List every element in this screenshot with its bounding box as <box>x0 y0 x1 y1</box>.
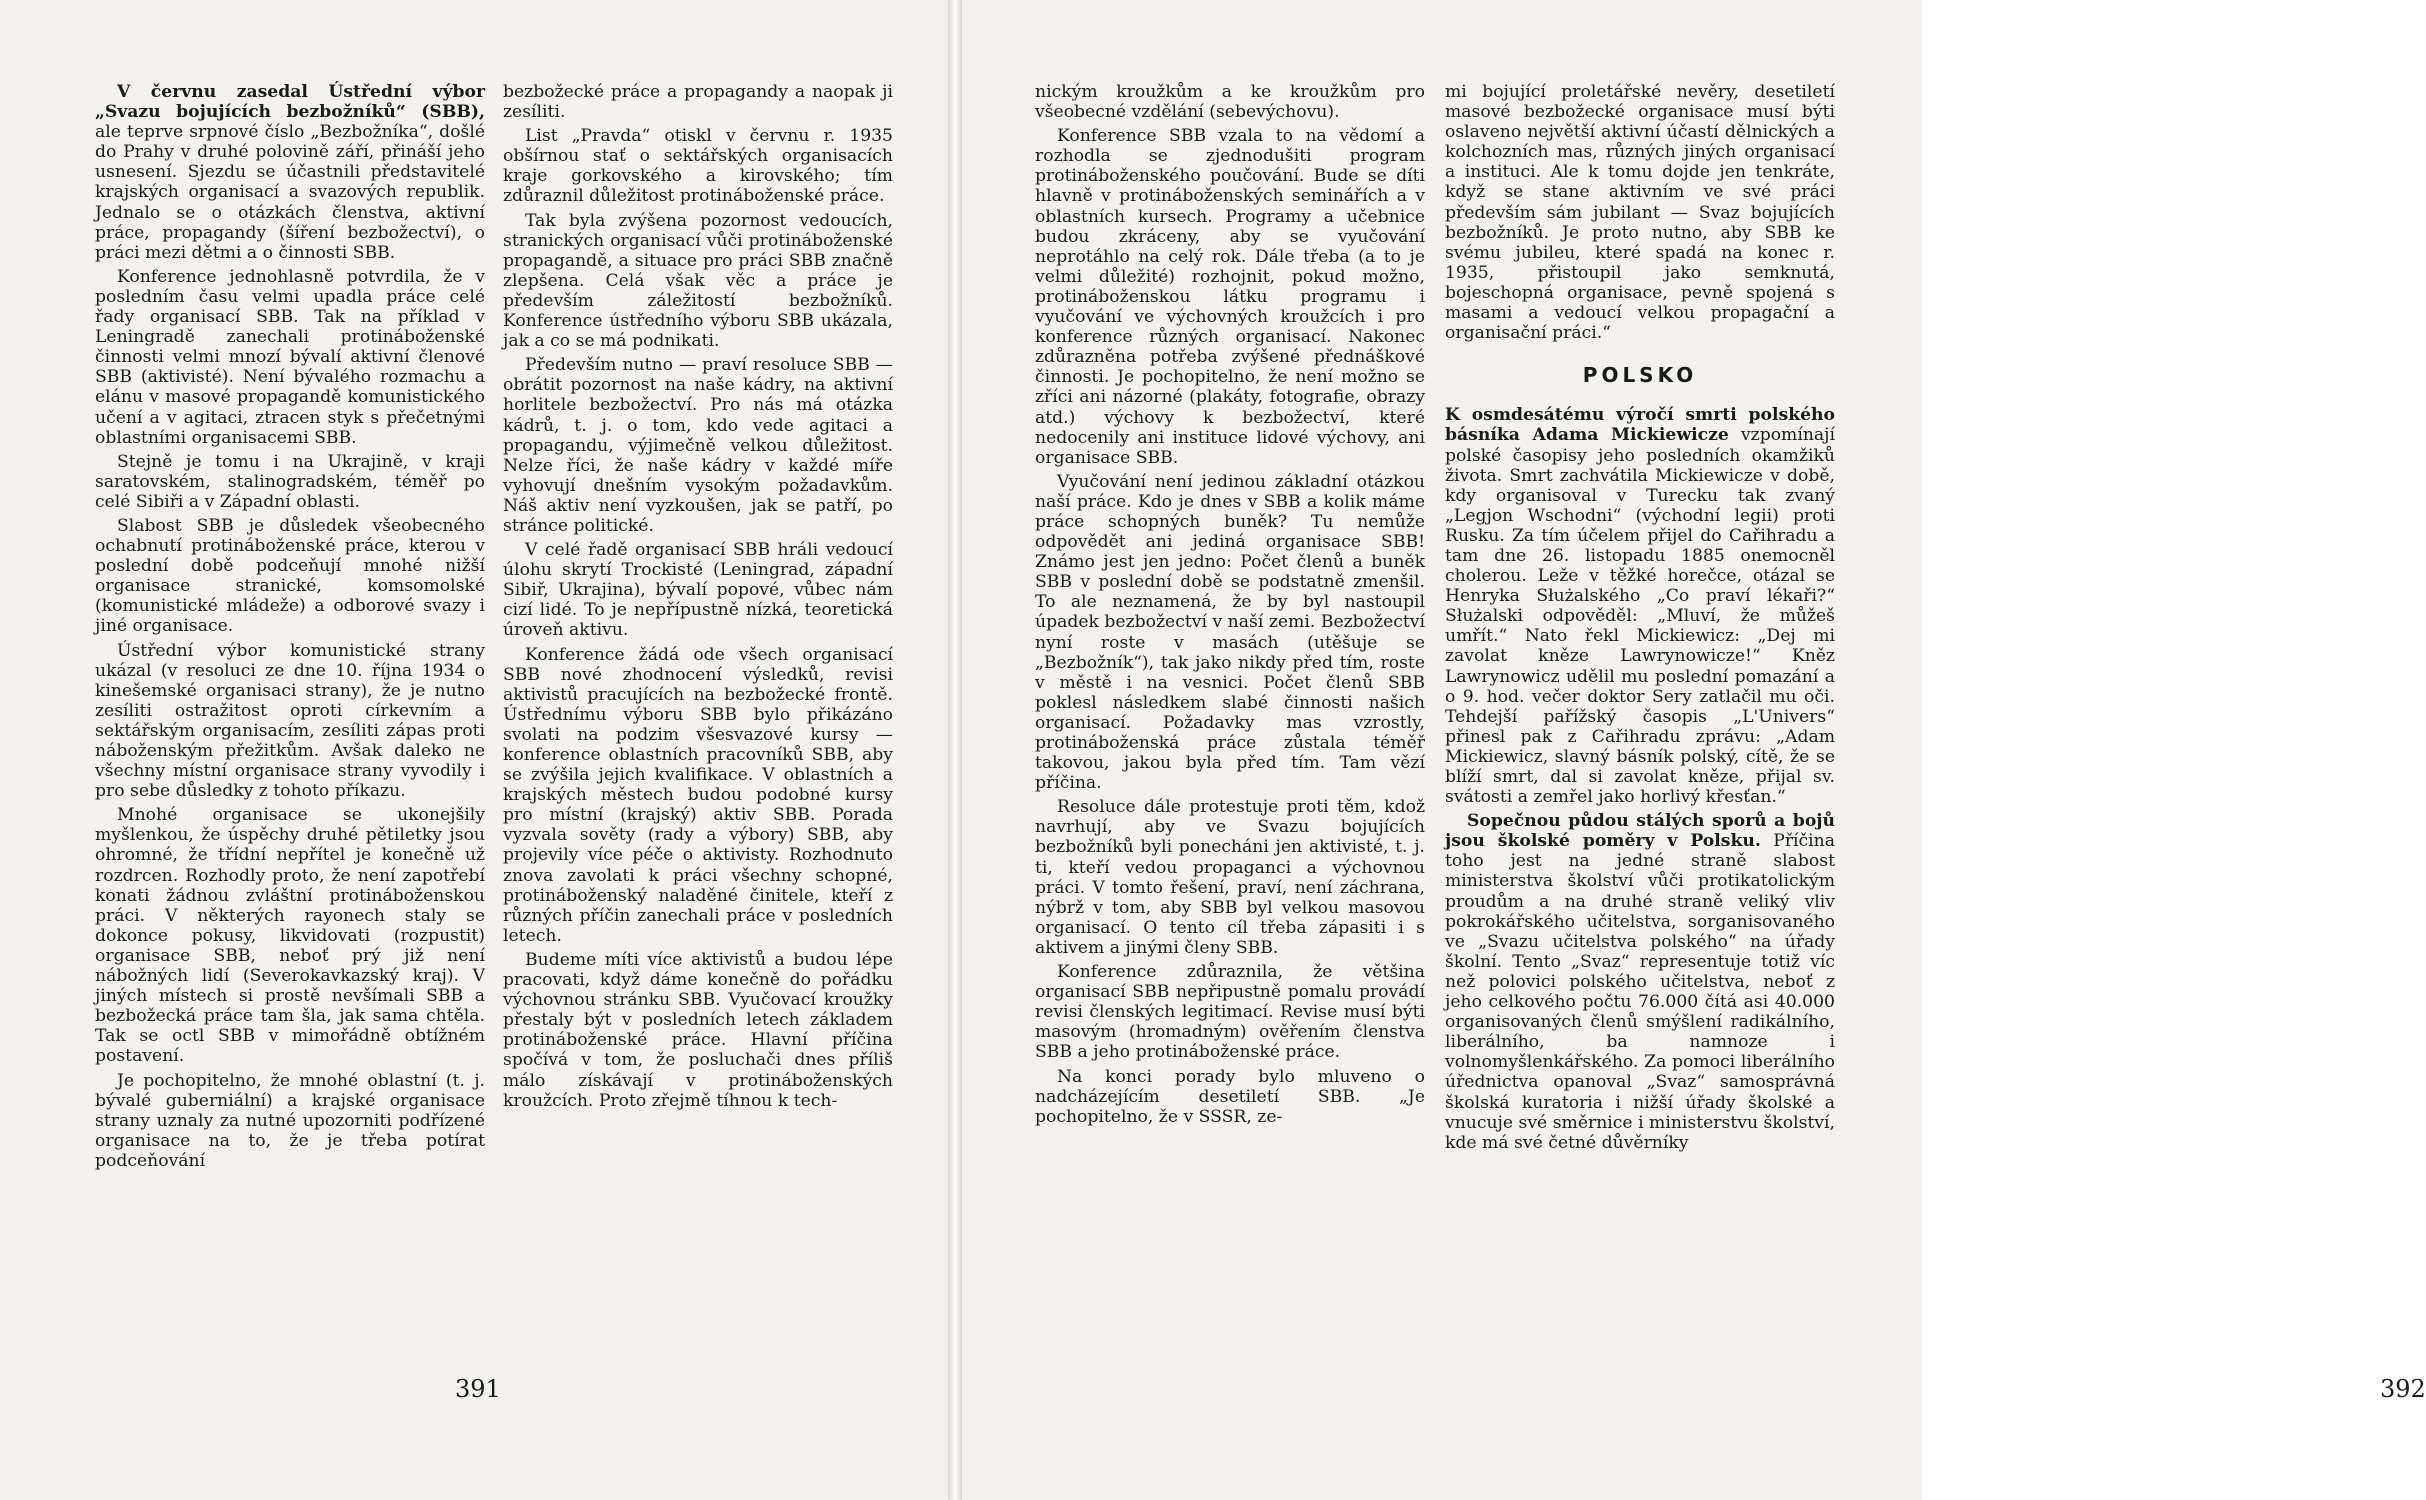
paragraph <box>95 452 485 512</box>
paragraph-lead: V červnu zasedal Ústřední výbor „Svazu bojujících bezbožníků“ (SBB), <box>95 82 485 123</box>
paragraph <box>95 516 485 637</box>
paragraph <box>503 82 893 122</box>
paragraph-text: Především nutno — praví resoluce SBB — obrátit pozornost na naše kádry, na aktivní horlitele bezbožectví. Pro nás má otázka kádrů, t. j. o tom, kdo vede agitaci a propagandu, výjimečně velkou důležitost. Nelze říci, že naše kádry v každé míře vyhovují dnešním vysokým požadavkům. Náš aktiv není vyzkoušen, jak se patří, po stránce politické. <box>503 355 893 536</box>
paragraph <box>95 267 485 448</box>
left-page-column-2 <box>503 82 893 1342</box>
paragraph <box>1445 405 1835 807</box>
paragraph <box>1035 126 1425 468</box>
paragraph-text: vzpomínají polské časopisy jeho posledních okamžiků života. Smrt zachvátila Mickiewicze v době, kdy organisoval v Turecku tak zvaný „Legjon Wschodni“ (východní legii) proti Rusku. Za tím účelem přijel do Cařihradu a tam dne 26. listopadu 1885 onemocněl cholerou. Leže v těžké horečce, otázal se Henryka Służalského „Co praví lékaři?“ Służalski odpověděl: „Mluví, že můžeš umřít.“ Nato řekl Mickiewicz: „Dej mi zavolat kněze Lawrynowicze!“ Kněz Lawrynowicz udělil mu poslední pomazání a o 9. hod. večer doktor Sery zatlačil mu oči. Tehdejší pařížský časopis „L'Univers“ přinesl pak z Cařihradu zprávu: „Adam Mickiewicz, slavný básník polský, cítě, že se blíží smrt, dal si zavolat kněze, přijal sv. svátosti a zemřel jako horlivý křesťan.“ <box>1445 425 1835 808</box>
left-page-column-1 <box>95 82 485 1342</box>
paragraph-text: Tak byla zvýšena pozornost vedoucích, stranických organisací vůči protináboženské propagandě, a situace pro práci SBB značně zlepšena. Celá však věc a práce je především záležitostí bezbožníků. Konference ústředního výboru SBB ukázala, jak a co se má podnikati. <box>503 210 893 352</box>
book-gutter <box>948 0 962 1500</box>
paragraph-text: Ústřední výbor komunistické strany ukázal (v resoluci ze dne 10. října 1934 o kinešemské organisaci strany), že je nutno zesíliti ostražitost oproti církevním a sektářským organisacím, zesíliti zápas proti náboženským přežitkům. Avšak daleko ne všechny místní organisace strany vyvodily i pro sebe důsledky z tohoto příkazu. <box>95 640 485 802</box>
paragraph-text: Na konci porady bylo mluveno o nadcházejícím desetiletí SBB. „Je pochopitelno, že v SSSR, ze- <box>1035 1066 1425 1127</box>
paragraph <box>1445 82 1835 343</box>
paragraph-text: Vyučování není jedinou základní otázkou naší práce. Kdo je dnes v SBB a kolik máme práce schopných buněk? Tu nemůže odpovědět ani jediná organisace SBB! Známo jest jen jedno: Počet členů a buněk SBB v poslední době se podstatně zmenšil. To ale neznamená, že by byl nastoupil úpadek bezbožectví v naší zemi. Bezbožectví nyní roste v masách (utěšuje se „Bezbožník“), tak jako nikdy před tím, roste v městě i na vesnici. Počet členů SBB poklesl následkem slabé činnosti našich organisací. Požadavky mas vzrostly, protináboženská práce zůstala téměř takovou, jakou byla před tím. Tam vězí příčina. <box>1035 471 1425 794</box>
paragraph-text: Slabost SBB je důsledek všeobecného ochabnutí protináboženské práce, kterou v poslední době podceňují mnohé nižší organisace stranické, komsomolské (komunistické mládeže) a odborové svazy i jiné organisace. <box>95 515 485 637</box>
paragraph-text: Konference zdůraznila, že většina organisací SBB nepřipustně pomalu provádí revisi členských legitimací. Revise musí býti masovým (hromadným) ověřením členstva SBB a jeho protináboženské práce. <box>1035 962 1425 1063</box>
column-text-block <box>1445 405 1835 1152</box>
paragraph <box>95 641 485 802</box>
paragraph <box>503 211 893 352</box>
right-page-column-1 <box>1035 82 1425 1342</box>
page-number: 392 <box>2380 1375 2426 1403</box>
paragraph <box>503 355 893 536</box>
right-page-column-2 <box>1445 82 1835 1342</box>
paragraph <box>1035 797 1425 958</box>
column-text-block <box>1445 82 1835 343</box>
paragraph-text: Mnohé organisace se ukonejšily myšlenkou, že úspěchy druhé pětiletky jsou ohromné, že třídní nepřítel je konečně už rozdrcen. Rozhodly proto, že není zapotřebí konati žádnou zvláštní protináboženskou práci. V některých rayonech staly se dokonce pokusy, likvidovati (rozpustit) organisace SBB, neboť prý již není nábožných lidí (Severokavkazský kraj). V jiných místech si prostě nevšímali SBB a bezbožecká práce tam šla, jak sama chtěla. Tak se octl SBB v mimořádně obtížném postavení. <box>95 805 485 1067</box>
paragraph-text: Stejně je tomu i na Ukrajině, v kraji saratovském, stalinogradském, téměř po celé Sibiři a v Západní oblasti. <box>95 451 485 512</box>
paragraph-text: Resoluce dále protestuje proti těm, kdož navrhují, aby ve Svazu bojujících bezbožníků byli ponecháni jen aktivisté, t. j. ti, kteří vedou propaganci a výchovnou práci. V tomto řešení, praví, není záchrana, nýbrž v tom, aby SBB byl velkou masovou organisací. O tento cíl třeba zápasiti i s aktivem a jinými členy SBB. <box>1035 797 1425 958</box>
paragraph <box>1035 1067 1425 1127</box>
paragraph-text: V celé řadě organisací SBB hráli vedoucí úlohu skrytí Trockisté (Leningrad, západní Sibiř, Ukrajina), bývalí popové, vůbec nám cizí lidé. To je nepřípustně nízká, teoretická úroveň aktivu. <box>503 540 893 641</box>
paragraph <box>1035 82 1425 122</box>
paragraph-text: Příčina toho jest na jedné straně slabost ministerstva školství vůči protikatolickým proudům a na druhé straně veliký vliv pokrokářského učitelstva, sorganisovaného ve „Svazu učitelstva polského“ na úřady školní. Tento „Svaz“ representuje totiž víc než polovici polského učitelstva, neboť z jeho celkového počtu 76.000 čítá asi 40.000 organisovaných členů smýšlení radikálního, liberálního, ba namnoze i volnomyšlenkářského. Za pomoci liberálního úřednictva opanoval „Svaz“ samosprávná školská kuratoria i nižší úřady školské a vnucuje své směrnice i ministerstvu školství, kde má své četné důvěrníky <box>1445 831 1835 1153</box>
left-page <box>0 0 948 1500</box>
paragraph-text: ale teprve srpnové číslo „Bezbožníka“, došlé do Prahy v druhé polovině září, přináší jeho usnesení. Sjezdu se účastnili představitelé krajských organisací a svazových republik. Jednalo se o otázkách členstva, aktivní práce, propagandy (šíření bezbožectví), o práci mezi dětmi a o činnosti SBB. <box>95 122 485 263</box>
paragraph-text: nickým kroužkům a ke kroužkům pro všeobecné vzdělání (sebevýchovu). <box>1035 82 1425 123</box>
paragraph-lead: K osmdesátému výročí smrti polského básníka Adama Mickiewicze <box>1445 405 1835 446</box>
paragraph <box>1445 811 1835 1153</box>
paragraph <box>95 1071 485 1171</box>
page-number: 391 <box>455 1375 501 1403</box>
paragraph-text: Konference SBB vzala to na vědomí a rozhodla se zjednodušiti program protináboženského poučování. Bude se díti hlavně v protináboženských seminářích a v oblastních kursech. Programy a učebnice budou zkráceny, aby se vyučování neprotáhlo na celý rok. Dále třeba (a to je velmi důležité) rozhojnit, pokud možno, protináboženskou látku programu i vyučování ve výchovných kroužcích i pro konference různých organisací. Nakonec zdůrazněna potřeba zvýšené přednáškové činnosti. Je pochopitelno, že není možno se zříci ani názorné (plakáty, fotografie, obrazy atd.) výchovy k bezbožectví, které nedocenily ani instituce lidové výchovy, ani organisace SBB. <box>1035 126 1425 468</box>
paragraph <box>503 950 893 1111</box>
section-heading: POLSKO <box>1582 363 1698 388</box>
paragraph-text: Je pochopitelno, že mnohé oblastní (t. j. bývalé guberniální) a krajské organisace strany uznaly za nutné upozorniti podřízené organisace na to, že je třeba potírat podceňování <box>95 1070 485 1171</box>
paragraph-text: Konference jednohlasně potvrdila, že v posledním času velmi upadla práce celé řady organisací SBB. Tak na příklad v Leningradě zanechali protináboženské činnosti velmi mnozí bývalí aktivní členové SBB (aktivisté). Není bývalého rozmachu a elánu v masové propagandě komunistického učení a v agitaci, ztracen styk s přečetnými oblastními organisacemi SBB. <box>95 266 485 448</box>
paragraph-text: Budeme míti více aktivistů a budou lépe pracovati, když dáme konečně do pořádku výchovnou stránku SBB. Vyučovací kroužky přestaly být v posledních letech základem protináboženské práce. Hlavní příčina spočívá v tom, že posluchači dnes příliš málo získávají v protináboženských kroužcích. Proto zřejmě tíhnou k tech- <box>503 949 893 1111</box>
paragraph-text: mi bojující proletářské nevěry, desetiletí masové bezbožecké organisace musí býti oslaveno největší aktivní účastí dělnických a kolchozních mas, různých jiných organisací a instituci. Ale k tomu dojde jen tenkráte, když se stane aktivním ve své práci především sám jubilant — Svaz bojujících bezbožníků. Je proto nutno, aby SBB ke svému jubileu, které spadá na konec r. 1935, přistoupil jako semknutá, bojeschopná organisace, pevně spojená s masami a vedoucí velkou propagační a organisační práci.“ <box>1445 82 1835 344</box>
paragraph-text: bezbožecké práce a propagandy a naopak ji zesíliti. <box>503 82 893 123</box>
paragraph <box>503 540 893 640</box>
paragraph <box>95 805 485 1066</box>
paragraph <box>503 645 893 946</box>
paragraph <box>1035 962 1425 1062</box>
paragraph <box>1035 472 1425 794</box>
paragraph-lead: Sopečnou půdou stálých sporů a bojů jsou školské poměry v Polsku. <box>1445 811 1835 852</box>
paragraph <box>95 82 485 263</box>
paragraph <box>503 126 893 206</box>
right-page <box>962 0 2426 1500</box>
paragraph-text: List „Pravda“ otiskl v červnu r. 1935 obšírnou stať o sektářských organisacích kraje gorkovského a kirovského; tím zdůraznil důležitost protináboženské práce. <box>503 126 893 207</box>
paragraph-text: Konference žádá ode všech organisací SBB nové zhodnocení výsledků, revisi aktivistů pracujících na bezbožecké frontě. Ústřednímu výboru SBB bylo přikázáno svolati na podzim všesvazové kursy — konference oblastních pracovníků SBB, aby se zvýšila jejich kvalifikace. V oblastních a krajských městech budou podobné kursy pro místní (krajský) aktiv SBB. Porada vyzvala sověty (rady a výbory) SBB, aby projevily více péče o aktivisty. Rozhodnuto znova zavolati k práci všechny schopné, protináboženský naladěné činitele, kteří z různých příčin zanechali práce v posledních letech. <box>503 644 893 946</box>
